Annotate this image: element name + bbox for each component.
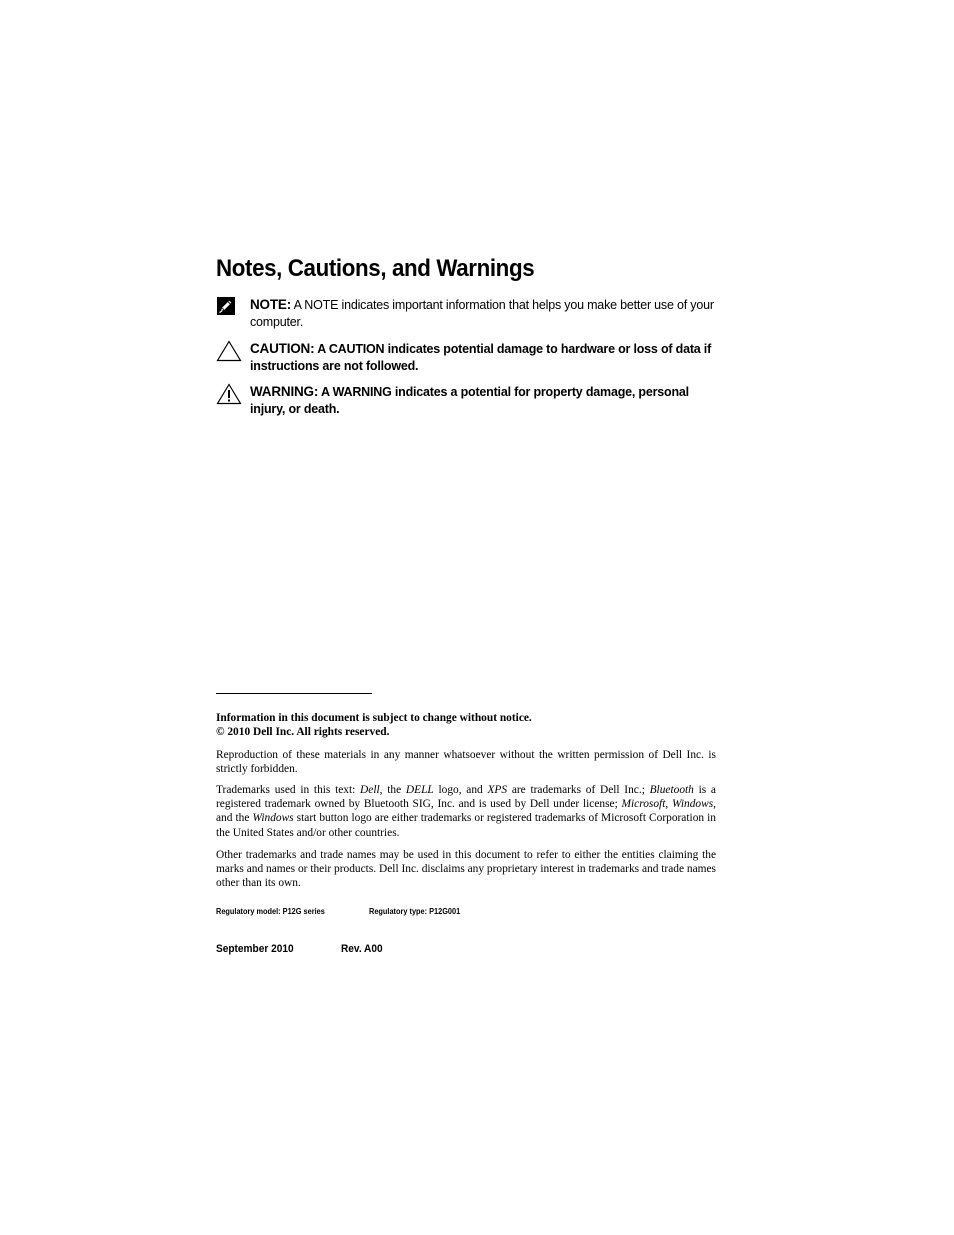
- note-body: A NOTE indicates important information that helps you make better use of your computer.: [250, 298, 714, 329]
- warning-notice: [216, 383, 716, 418]
- tm-dell: Dell: [360, 784, 380, 796]
- note-notice: [216, 296, 716, 331]
- tm-text-7: , and the: [216, 798, 716, 825]
- regulatory-type: Regulatory type: P12G001: [369, 907, 461, 916]
- caution-triangle-icon: [216, 340, 242, 367]
- copyright-line: © 2010 Dell Inc. All rights reserved.: [216, 726, 390, 739]
- caution-label: CAUTION:: [250, 341, 315, 356]
- tm-text-8: start button logo are either trademarks or registered trademarks of Microsoft Corporation in the United States and/or other countries.: [216, 812, 716, 839]
- tm-text-6: ,: [665, 798, 672, 811]
- tm-dell-logo: DELL: [405, 784, 434, 796]
- warning-text: [250, 383, 716, 418]
- other-trademarks-paragraph: Other trademarks and trade names may be used in this document to refer to either the entities claiming the marks and names or their products. Dell Inc. disclaims any proprietary interest in trademarks and trade names other than its own.: [216, 849, 716, 890]
- warning-label: WARNING:: [250, 384, 319, 399]
- release-date: September 2010: [216, 943, 294, 955]
- info-line: Information in this document is subject to change without notice.: [216, 712, 532, 724]
- tm-text-2: , the: [379, 784, 406, 796]
- tm-text-1: Trademarks used in this text:: [216, 784, 361, 796]
- note-text: [250, 296, 716, 331]
- page-title: Notes, Cautions, and Warnings: [216, 255, 535, 282]
- warning-body: A WARNING indicates a potential for property damage, personal injury, or death.: [250, 385, 689, 416]
- tm-windows-2: Windows: [252, 812, 294, 825]
- tm-xps: XPS: [487, 784, 508, 796]
- tm-text-3: logo, and: [433, 784, 488, 796]
- tm-bluetooth: Bluetooth: [649, 784, 694, 796]
- caution-body: A CAUTION indicates potential damage to hardware or loss of data if instructions are not followed.: [250, 342, 712, 373]
- tm-windows: Windows: [672, 798, 714, 811]
- caution-text: [250, 340, 716, 375]
- revision-label: Rev. A00: [341, 943, 383, 955]
- tm-text-5: is a registered trademark owned by Bluetooth SIG, Inc. and is used by Dell under license;: [216, 784, 716, 811]
- trademarks-paragraph: [216, 783, 716, 840]
- note-label: NOTE:: [250, 297, 291, 312]
- tm-text-4: are trademarks of Dell Inc.;: [507, 784, 650, 796]
- warning-triangle-icon: [216, 383, 242, 410]
- pencil-icon: [216, 296, 236, 321]
- caution-notice: [216, 340, 716, 375]
- tm-microsoft: Microsoft: [621, 798, 666, 811]
- change-notice: [216, 711, 716, 739]
- regulatory-model: Regulatory model: P12G series: [216, 907, 325, 916]
- footnote-divider: [216, 693, 372, 694]
- reproduction-paragraph: Reproduction of these materials in any manner whatsoever without the written permission of Dell Inc. is strictly forbidden.: [216, 749, 716, 776]
